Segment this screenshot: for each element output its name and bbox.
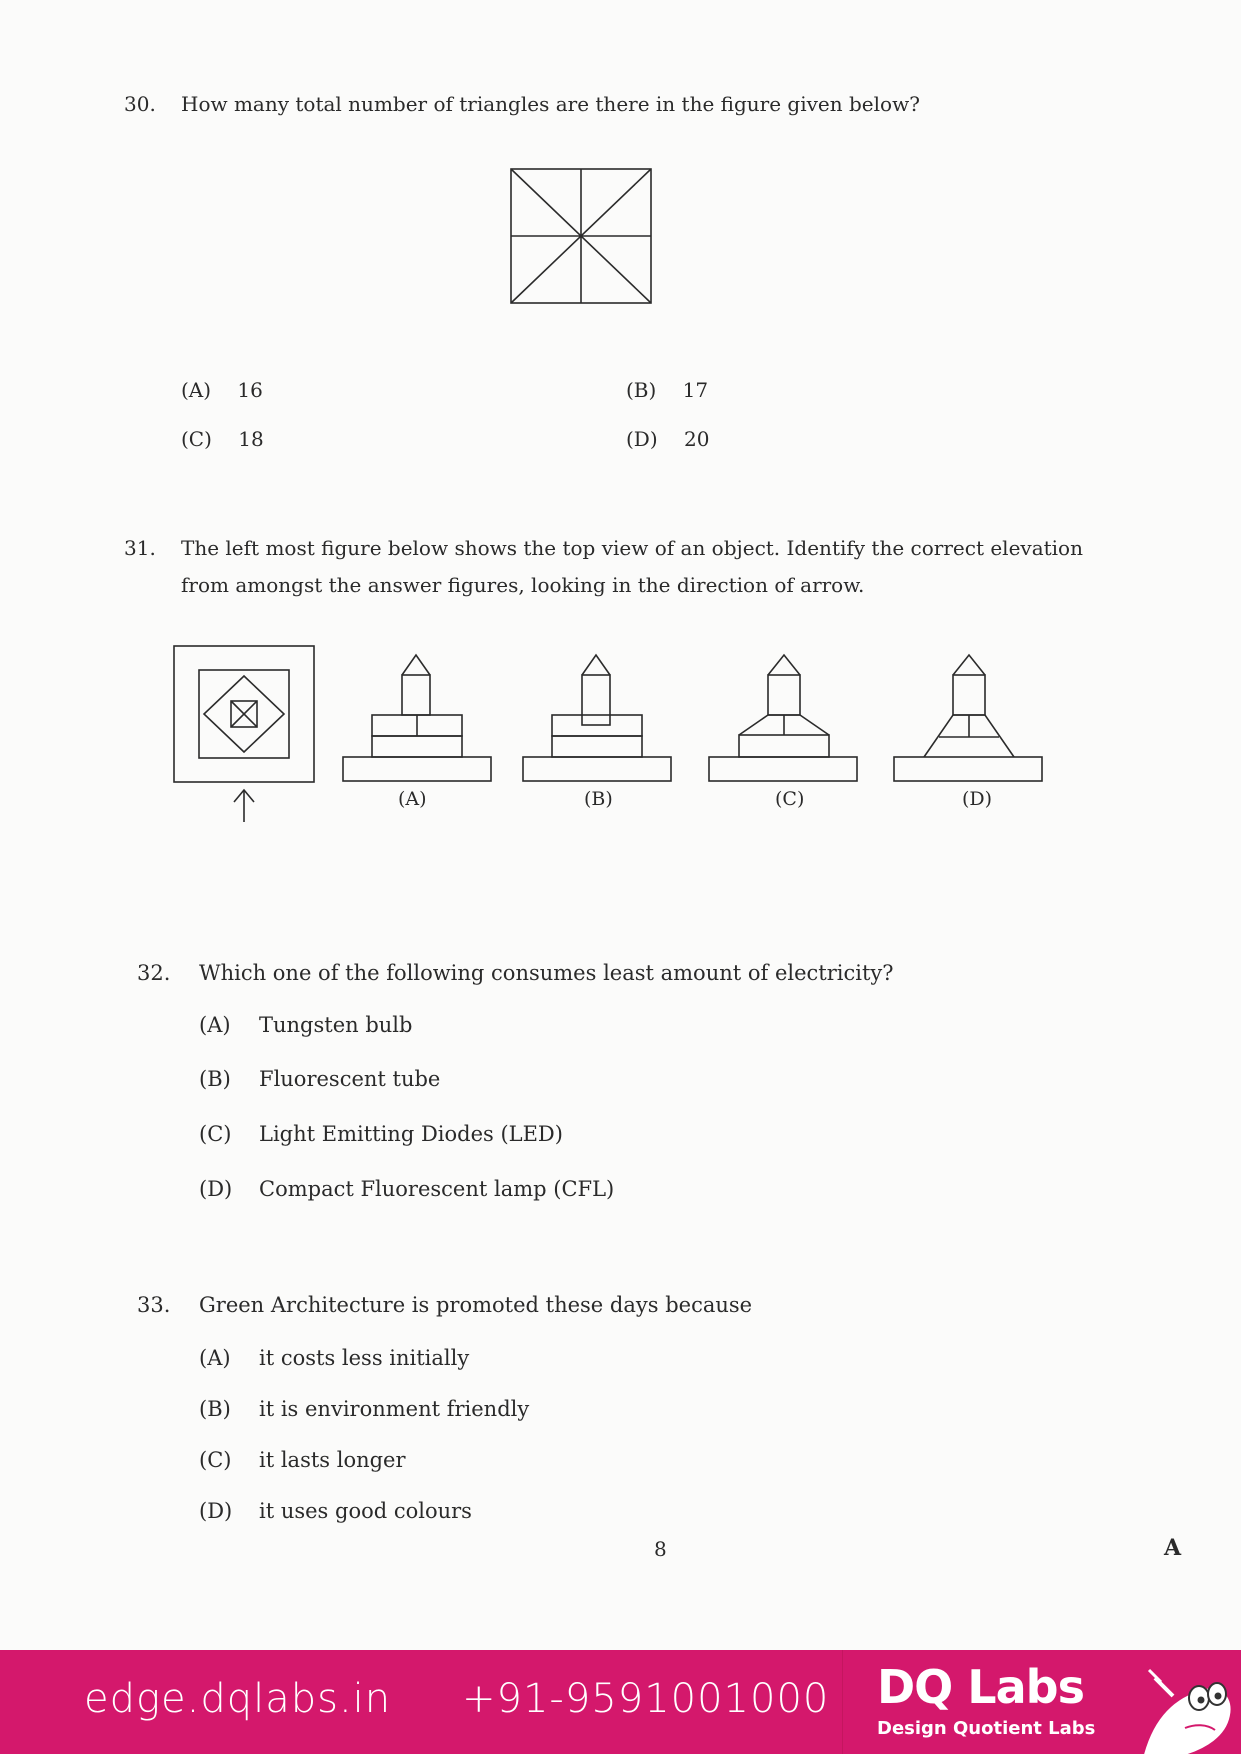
q33-option-a[interactable] bbox=[199, 1346, 469, 1370]
footer-banner bbox=[0, 1650, 1241, 1754]
question-32-text: Which one of the following consumes least amount of electricity? bbox=[199, 961, 894, 985]
q32-option-d[interactable] bbox=[199, 1177, 614, 1201]
question-30-number: 30. bbox=[124, 92, 156, 116]
option-label: (C) bbox=[181, 427, 212, 451]
brand-block bbox=[842, 1650, 1241, 1754]
question-30-text: How many total number of triangles are there in the figure given below? bbox=[181, 92, 920, 116]
top-view-figure bbox=[174, 646, 314, 782]
question-31-line2: from amongst the answer figures, looking in the direction of arrow. bbox=[181, 573, 865, 597]
brand-title: DQ Labs bbox=[877, 1660, 1084, 1714]
phone-number[interactable]: +91-9591001000 bbox=[462, 1676, 830, 1722]
figure-label-d[interactable]: (D) bbox=[962, 788, 993, 810]
q30-option-a[interactable] bbox=[181, 378, 263, 402]
figure-label-a[interactable]: (A) bbox=[398, 788, 427, 810]
option-label: (C) bbox=[199, 1448, 232, 1472]
option-value: Compact Fluorescent lamp (CFL) bbox=[259, 1177, 615, 1201]
website-link[interactable]: edge.dqlabs.in bbox=[84, 1676, 392, 1722]
question-32-number: 32. bbox=[137, 961, 171, 985]
option-label: (A) bbox=[181, 378, 212, 402]
page-number: 8 bbox=[654, 1537, 667, 1561]
option-value: it is environment friendly bbox=[259, 1397, 530, 1421]
question-33-number: 33. bbox=[137, 1293, 171, 1317]
option-label: (B) bbox=[199, 1397, 231, 1421]
q33-option-b[interactable] bbox=[199, 1397, 529, 1421]
option-value: 20 bbox=[684, 427, 710, 451]
option-label: (B) bbox=[626, 378, 657, 402]
mascot-icon bbox=[1125, 1658, 1237, 1754]
option-label: (B) bbox=[199, 1067, 231, 1091]
option-label: (D) bbox=[199, 1499, 233, 1523]
set-code: A bbox=[1164, 1535, 1182, 1561]
option-value: 17 bbox=[682, 378, 709, 402]
option-value: Tungsten bulb bbox=[259, 1013, 413, 1037]
option-label: (A) bbox=[199, 1013, 231, 1037]
option-label: (A) bbox=[199, 1346, 231, 1370]
option-label: (D) bbox=[626, 427, 658, 451]
option-value: it costs less initially bbox=[259, 1346, 470, 1370]
option-label: (D) bbox=[199, 1177, 233, 1201]
q33-option-c[interactable] bbox=[199, 1448, 406, 1472]
figure-label-b[interactable]: (B) bbox=[584, 788, 613, 810]
option-value: it uses good colours bbox=[259, 1499, 472, 1523]
q30-option-b[interactable] bbox=[626, 378, 708, 402]
brand-subtitle: Design Quotient Labs bbox=[877, 1718, 1096, 1739]
option-value: 18 bbox=[238, 427, 264, 451]
option-value: it lasts longer bbox=[259, 1448, 406, 1472]
figure-label-c[interactable]: (C) bbox=[775, 788, 805, 810]
elevation-option-b bbox=[523, 655, 671, 781]
q33-option-d[interactable] bbox=[199, 1499, 472, 1523]
question-31-number: 31. bbox=[124, 536, 156, 560]
q30-option-c[interactable] bbox=[181, 427, 264, 451]
elevation-option-c bbox=[709, 655, 857, 781]
option-label: (C) bbox=[199, 1122, 232, 1146]
q32-option-b[interactable] bbox=[199, 1067, 440, 1091]
option-value: Light Emitting Diodes (LED) bbox=[259, 1122, 563, 1146]
question-33-text: Green Architecture is promoted these days because bbox=[199, 1293, 753, 1317]
elevation-option-a bbox=[343, 655, 491, 781]
elevation-option-d bbox=[894, 655, 1042, 781]
triangles-figure bbox=[508, 166, 654, 306]
option-value: Fluorescent tube bbox=[259, 1067, 441, 1091]
q30-option-d[interactable] bbox=[626, 427, 709, 451]
option-value: 16 bbox=[237, 378, 263, 402]
q32-option-c[interactable] bbox=[199, 1122, 563, 1146]
question-31-line1: The left most figure below shows the top view of an object. Identify the correct elevation bbox=[181, 536, 1083, 560]
q32-option-a[interactable] bbox=[199, 1013, 412, 1037]
direction-arrow-icon bbox=[234, 790, 254, 822]
